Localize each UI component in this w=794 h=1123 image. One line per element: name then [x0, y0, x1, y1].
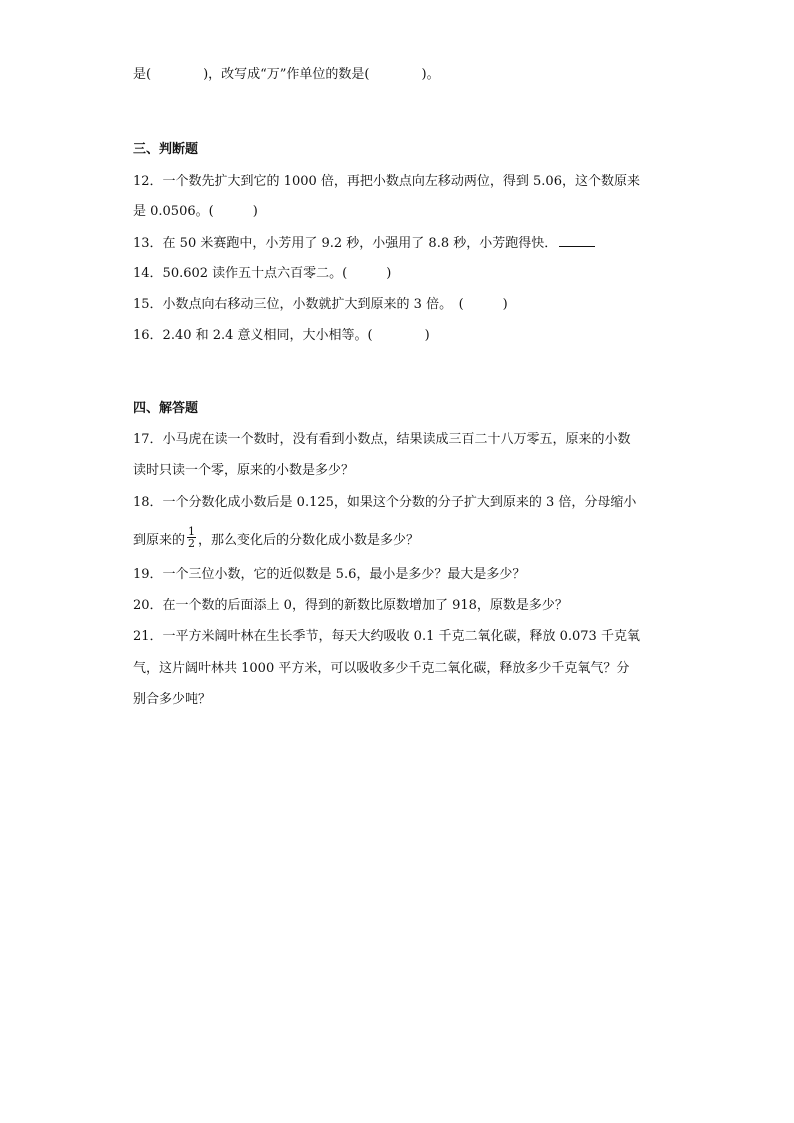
- question-20: 20．在一个数的后面添上 0，得到的新数比原数增加了 918，原数是多少？: [133, 598, 568, 613]
- question-12-line-2: 是 0.0506。( ): [133, 204, 258, 219]
- question-13: [133, 234, 595, 253]
- question-21-line-1: 21．一平方米阔叶林在生长季节，每天大约吸收 0.1 千克二氧化碳，释放 0.073 千克氧: [133, 629, 640, 644]
- question-11-continuation: 是( )，改写成“万”作单位的数是( )。: [133, 67, 440, 82]
- fraction-one-half: [187, 526, 196, 549]
- question-18-line-2: [133, 525, 420, 552]
- question-21-line-3: 别合多少吨？: [133, 692, 212, 707]
- answer-blank: [559, 234, 595, 247]
- question-14: 14．50.602 读作五十点六百零二。( ): [133, 266, 392, 281]
- fraction-numerator: 1: [188, 525, 196, 538]
- question-21-line-2: 气，这片阔叶林共 1000 平方米，可以吸收多少千克二氧化碳，释放多少千克氧气？分: [133, 661, 630, 676]
- question-18-line-2-post: ，那么变化后的分数化成小数是多少？: [198, 533, 420, 548]
- question-15: 15．小数点向右移动三位，小数就扩大到原来的 3 倍。 ( ): [133, 297, 508, 312]
- section-4-heading: 四、解答题: [133, 401, 199, 416]
- question-19: 19．一个三位小数，它的近似数是 5.6，最小是多少？最大是多少？: [133, 567, 526, 582]
- section-3-heading: 三、判断题: [133, 142, 199, 157]
- question-17-line-1: 17．小马虎在读一个数时，没有看到小数点，结果读成三百二十八万零五，原来的小数: [133, 432, 631, 447]
- question-18-line-2-pre: 到原来的: [133, 533, 186, 548]
- question-12-line-1: 12．一个数先扩大到它的 1000 倍，再把小数点向左移动两位，得到 5.06，这个数原来: [133, 174, 640, 189]
- question-16: 16．2.40 和 2.4 意义相同，大小相等。( ): [133, 328, 430, 343]
- question-18-line-1: 18．一个分数化成小数后是 0.125，如果这个分数的分子扩大到原来的 3 倍，分母缩小: [133, 495, 637, 510]
- question-13-text: 13．在 50 米赛跑中，小芳用了 9.2 秒，小强用了 8.8 秒，小芳跑得快．: [133, 236, 558, 251]
- fraction-denominator: 2: [188, 537, 196, 550]
- question-17-line-2: 读时只读一个零，原来的小数是多少？: [133, 463, 355, 478]
